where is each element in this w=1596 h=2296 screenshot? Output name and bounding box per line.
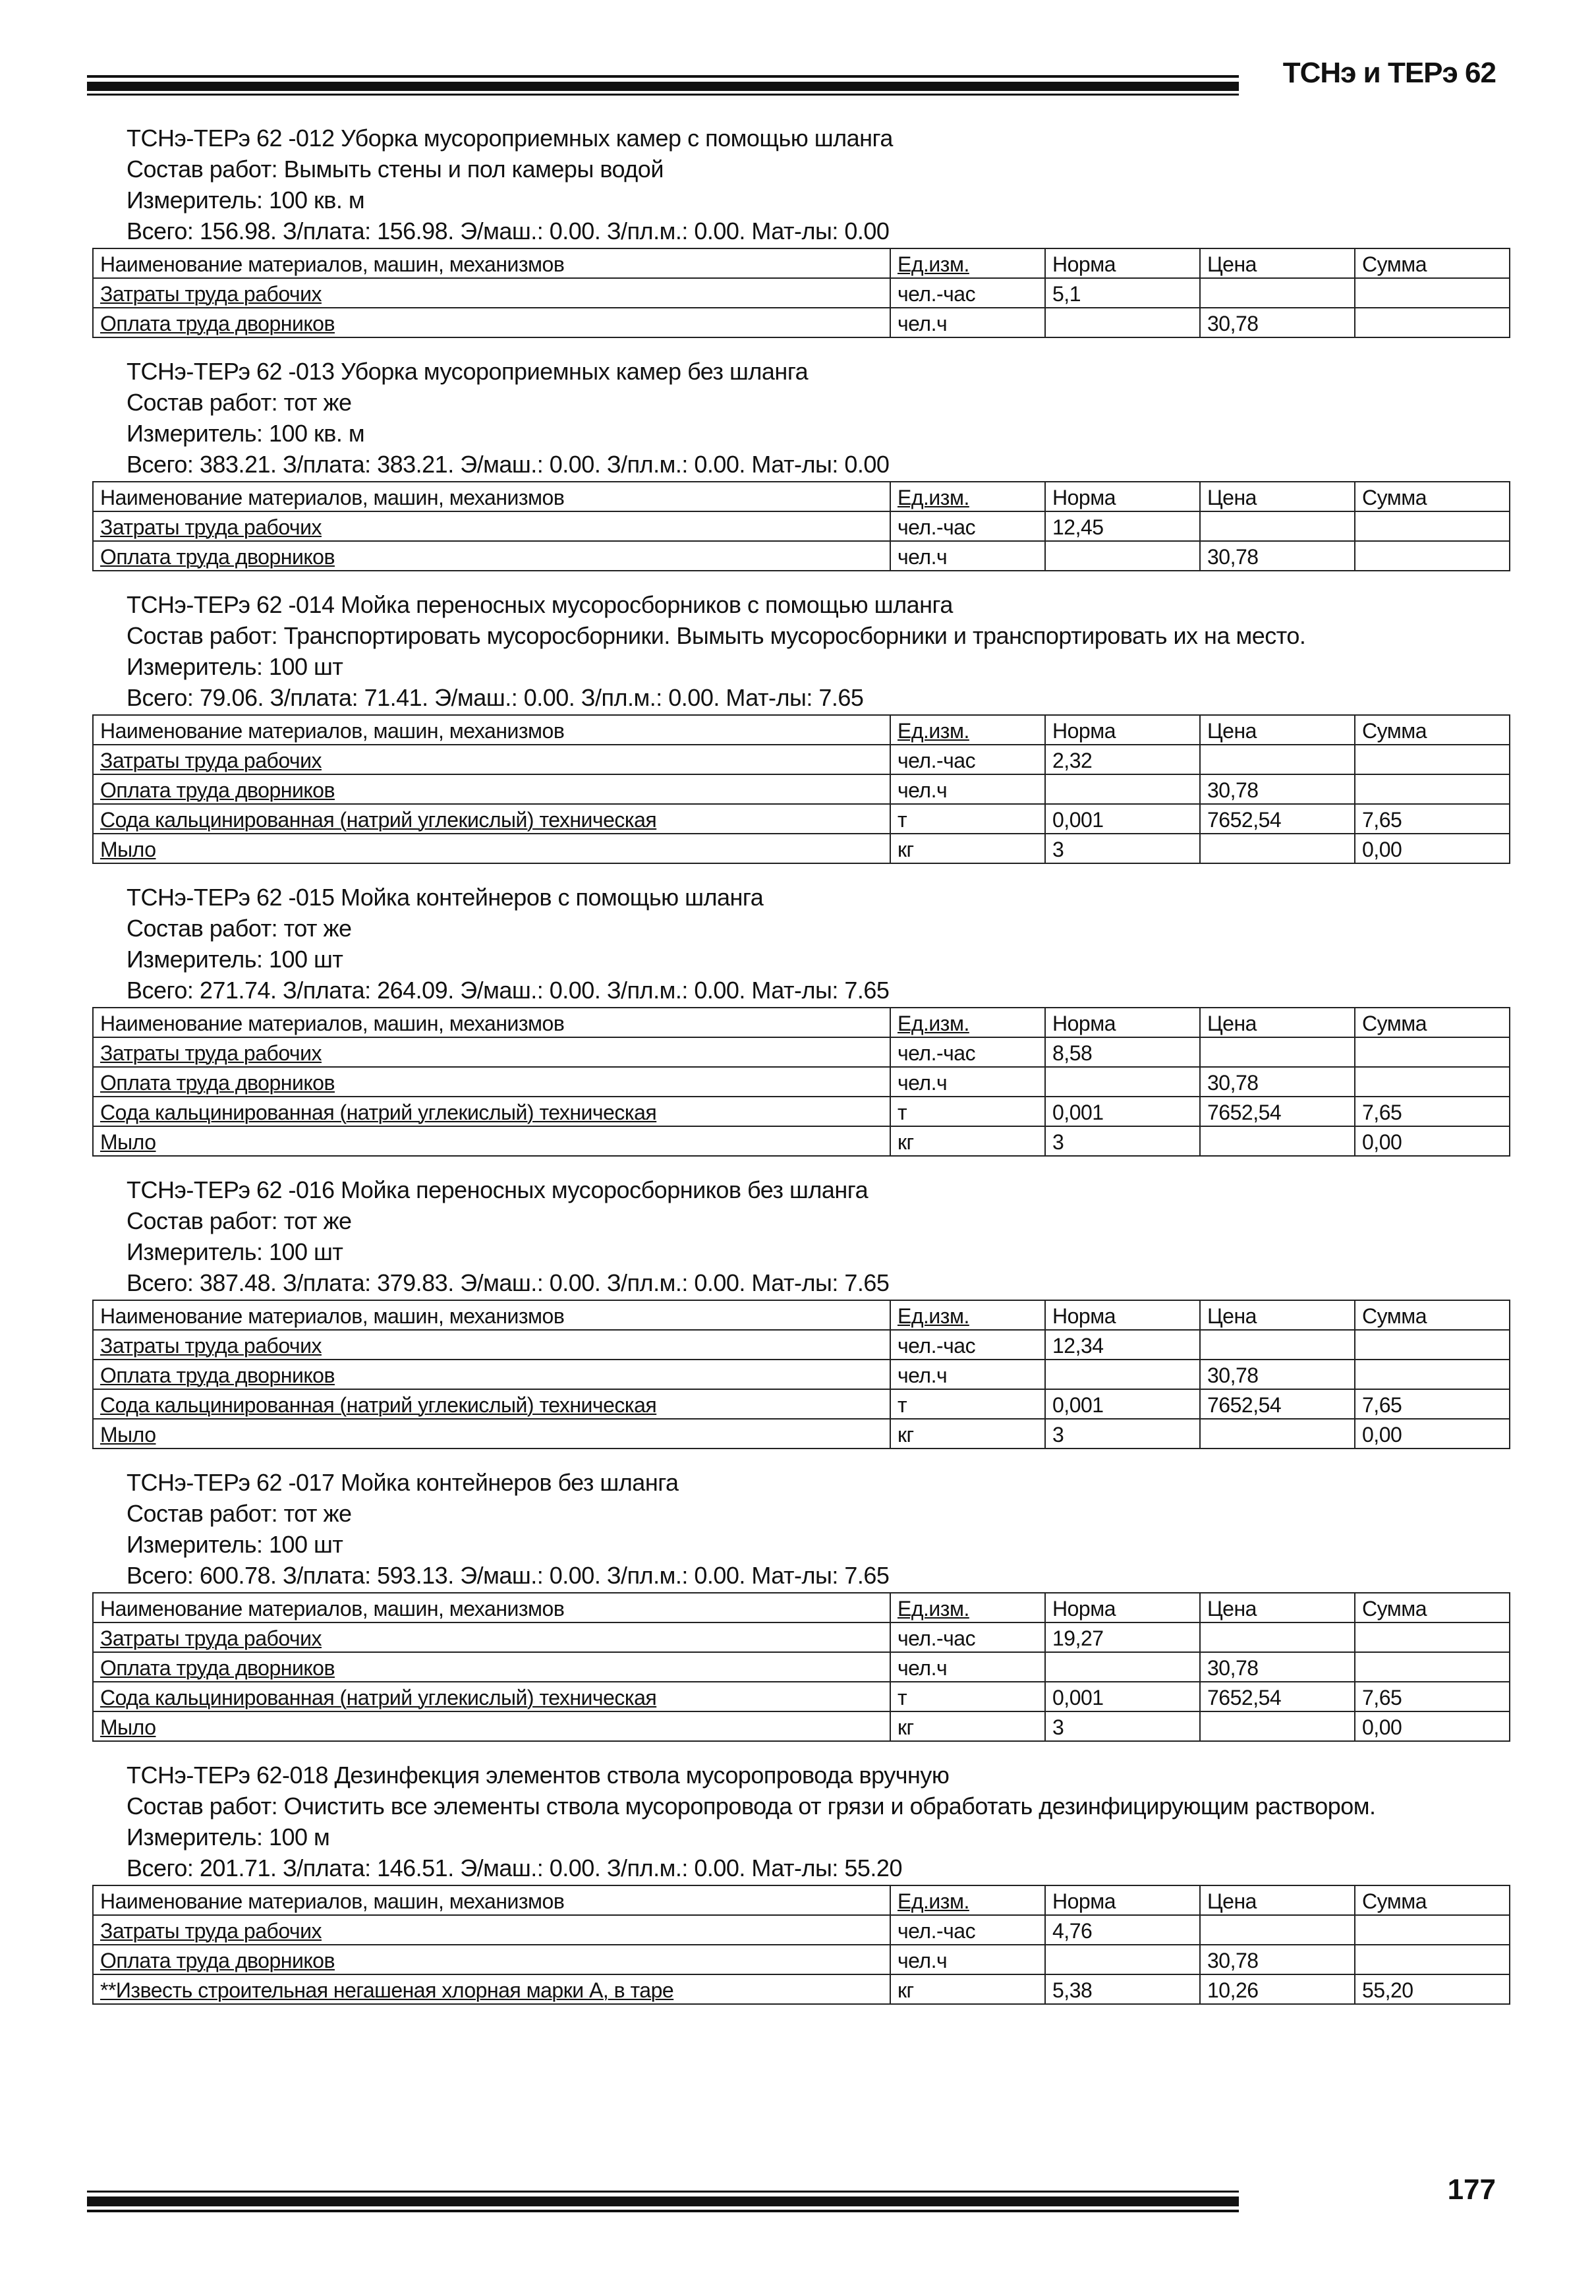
table-cell: 0,001 [1045,1389,1200,1419]
table-cell [1200,745,1355,774]
table-cell: Сода кальцинированная (натрий углекислый) техническая [93,804,890,834]
entry-title: ТСНэ-ТЕРэ 62 -017 Мойка контейнеров без шланга [127,1469,679,1496]
estimate-entry [92,882,1509,1157]
resource-table [92,1300,1510,1449]
table-row [93,278,1510,308]
table-cell: т [890,1682,1045,1711]
table-cell [1045,1067,1200,1097]
table-cell: 30,78 [1200,1067,1355,1097]
column-header: Наименование материалов, машин, механизмов [93,1008,890,1037]
table-cell: 7652,54 [1200,1389,1355,1419]
resource-table [92,1007,1510,1157]
table-cell [1200,1622,1355,1652]
entry-title: ТСНэ-ТЕРэ 62 -014 Мойка переносных мусоросборников с помощью шланга [127,591,953,618]
table-cell: Оплата труда дворников [93,308,890,337]
column-header: Цена [1200,1885,1355,1915]
table-cell: 5,1 [1045,278,1200,308]
table-row [93,1037,1510,1067]
table-cell [1355,1915,1510,1945]
table-cell: 7,65 [1355,1389,1510,1419]
table-cell: чел.-час [890,1037,1045,1067]
running-header-title: ТСНэ и ТЕРэ 62 [1282,57,1496,89]
entry-totals: Всего: 271.74. З/плата: 264.09. Э/маш.: 0.00. З/пл.м.: 0.00. Мат-лы: 7.65 [127,977,890,1004]
column-header: Наименование материалов, машин, механизмов [93,1885,890,1915]
table-row [93,1974,1510,2004]
entry-unit: Измеритель: 100 шт [127,1531,343,1558]
column-header: Наименование материалов, машин, механизмов [93,248,890,278]
table-cell: 7,65 [1355,1682,1510,1711]
column-header: Сумма [1355,482,1510,511]
table-cell: Мыло [93,834,890,863]
table-cell: чел.ч [890,1067,1045,1097]
table-cell [1355,774,1510,804]
column-header: Цена [1200,248,1355,278]
table-cell [1355,1652,1510,1682]
column-header: Сумма [1355,248,1510,278]
table-cell [1355,1067,1510,1097]
entry-totals: Всего: 79.06. З/плата: 71.41. Э/маш.: 0.00. З/пл.м.: 0.00. Мат-лы: 7.65 [127,684,864,711]
column-header: Наименование материалов, машин, механизмов [93,715,890,745]
table-cell: Оплата труда дворников [93,1360,890,1389]
column-header: Наименование материалов, машин, механизмов [93,1300,890,1330]
table-header-row [93,248,1510,278]
table-row [93,1360,1510,1389]
entry-composition: Состав работ: тот же [127,915,352,942]
entry-totals: Всего: 383.21. З/плата: 383.21. Э/маш.: 0.00. З/пл.м.: 0.00. Мат-лы: 0.00 [127,451,890,478]
table-cell: Мыло [93,1419,890,1449]
column-header: Норма [1045,248,1200,278]
table-header-row [93,482,1510,511]
table-cell: чел.-час [890,745,1045,774]
estimate-entry [92,123,1509,338]
table-cell: чел.-час [890,1330,1045,1360]
column-header: Норма [1045,1300,1200,1330]
entry-totals: Всего: 387.48. З/плата: 379.83. Э/маш.: 0.00. З/пл.м.: 0.00. Мат-лы: 7.65 [127,1269,890,1296]
entry-totals: Всего: 600.78. З/плата: 593.13. Э/маш.: 0.00. З/пл.м.: 0.00. Мат-лы: 7.65 [127,1562,890,1589]
table-cell [1355,511,1510,541]
table-cell [1355,541,1510,571]
table-cell [1200,1711,1355,1741]
table-cell: 0,00 [1355,1419,1510,1449]
table-cell: чел.ч [890,308,1045,337]
entry-title: ТСНэ-ТЕРэ 62 -013 Уборка мусороприемных камер без шланга [127,358,809,385]
column-header: Сумма [1355,715,1510,745]
table-cell: 7652,54 [1200,1097,1355,1126]
table-row [93,1067,1510,1097]
column-header: Цена [1200,482,1355,511]
table-cell [1355,1360,1510,1389]
estimate-entry [92,356,1509,571]
table-cell: кг [890,1711,1045,1741]
table-row [93,308,1510,337]
table-cell [1045,308,1200,337]
table-cell [1355,1945,1510,1974]
table-cell [1200,511,1355,541]
entry-title: ТСНэ-ТЕРэ 62 -015 Мойка контейнеров с помощью шланга [127,884,764,911]
column-header: Ед.изм. [890,248,1045,278]
table-cell: 5,38 [1045,1974,1200,2004]
table-row [93,511,1510,541]
table-row [93,1126,1510,1156]
table-cell: чел.-час [890,1915,1045,1945]
table-cell [1355,1622,1510,1652]
entry-unit: Измеритель: 100 кв. м [127,187,365,214]
table-cell: Сода кальцинированная (натрий углекислый) техническая [93,1682,890,1711]
table-cell: Затраты труда рабочих [93,1622,890,1652]
table-row [93,541,1510,571]
entry-composition: Состав работ: Вымыть стены и пол камеры водой [127,156,664,183]
table-cell: 10,26 [1200,1974,1355,2004]
table-cell: 0,001 [1045,1097,1200,1126]
entry-composition: Состав работ: Транспортировать мусоросборники. Вымыть мусоросборники и транспортировать их на место. [127,622,1306,649]
table-cell: 30,78 [1200,1360,1355,1389]
table-cell: 3 [1045,1419,1200,1449]
table-row [93,1652,1510,1682]
table-cell: 0,001 [1045,804,1200,834]
table-cell: кг [890,1419,1045,1449]
table-cell [1355,1330,1510,1360]
table-cell [1355,308,1510,337]
table-cell: 4,76 [1045,1915,1200,1945]
entry-totals: Всего: 156.98. З/плата: 156.98. Э/маш.: 0.00. З/пл.м.: 0.00. Мат-лы: 0.00 [127,217,890,244]
table-cell: 3 [1045,1711,1200,1741]
table-row [93,1945,1510,1974]
table-cell: 0,00 [1355,834,1510,863]
column-header: Норма [1045,715,1200,745]
table-cell [1200,1419,1355,1449]
table-cell: чел.-час [890,511,1045,541]
column-header: Норма [1045,1593,1200,1622]
column-header: Ед.изм. [890,1885,1045,1915]
table-cell [1355,1037,1510,1067]
table-cell: т [890,1389,1045,1419]
table-cell: 7652,54 [1200,1682,1355,1711]
table-row [93,1711,1510,1741]
table-row [93,1097,1510,1126]
column-header: Цена [1200,1008,1355,1037]
table-row [93,1419,1510,1449]
table-cell [1200,1330,1355,1360]
entry-composition: Состав работ: Очистить все элементы ствола мусоропровода от грязи и обработать дезинфицирующим раствором. [127,1793,1376,1820]
table-cell: Затраты труда рабочих [93,278,890,308]
column-header: Наименование материалов, машин, механизмов [93,482,890,511]
table-cell: Оплата труда дворников [93,774,890,804]
table-cell: Затраты труда рабочих [93,1037,890,1067]
column-header: Цена [1200,715,1355,745]
entry-totals: Всего: 201.71. З/плата: 146.51. Э/маш.: 0.00. З/пл.м.: 0.00. Мат-лы: 55.20 [127,1854,902,1881]
table-cell: кг [890,1974,1045,2004]
table-row [93,804,1510,834]
table-cell: **Известь строительная негашеная хлорная марки А, в таре [93,1974,890,2004]
entry-unit: Измеритель: 100 м [127,1823,330,1851]
page-number: 177 [1447,2173,1496,2206]
entry-unit: Измеритель: 100 кв. м [127,420,365,447]
table-cell: 7,65 [1355,1097,1510,1126]
table-cell: Оплата труда дворников [93,1945,890,1974]
table-cell: 3 [1045,834,1200,863]
entry-unit: Измеритель: 100 шт [127,946,343,973]
table-cell: чел.ч [890,541,1045,571]
estimate-entry [92,589,1509,864]
estimate-entry [92,1467,1509,1742]
resource-table [92,714,1510,864]
table-cell: 12,34 [1045,1330,1200,1360]
table-cell: 12,45 [1045,511,1200,541]
table-cell: Сода кальцинированная (натрий углекислый) техническая [93,1097,890,1126]
table-cell [1045,541,1200,571]
column-header: Цена [1200,1300,1355,1330]
estimate-entry [92,1174,1509,1449]
entry-title: ТСНэ-ТЕРэ 62 -016 Мойка переносных мусоросборников без шланга [127,1176,869,1203]
entry-unit: Измеритель: 100 шт [127,653,343,680]
table-cell: 30,78 [1200,1652,1355,1682]
column-header: Ед.изм. [890,1593,1045,1622]
column-header: Норма [1045,1008,1200,1037]
table-cell: 8,58 [1045,1037,1200,1067]
table-cell: чел.-час [890,1622,1045,1652]
table-cell [1045,774,1200,804]
column-header: Ед.изм. [890,1008,1045,1037]
table-cell: 55,20 [1355,1974,1510,2004]
table-cell: 7,65 [1355,804,1510,834]
table-cell: 30,78 [1200,308,1355,337]
table-cell [1355,278,1510,308]
entry-composition: Состав работ: тот же [127,389,352,416]
resource-table [92,1592,1510,1742]
table-cell: чел.-час [890,278,1045,308]
column-header: Сумма [1355,1300,1510,1330]
column-header: Сумма [1355,1885,1510,1915]
table-cell: Мыло [93,1711,890,1741]
table-row [93,774,1510,804]
table-row [93,1622,1510,1652]
resource-table [92,1885,1510,2005]
header-rule [87,75,1239,96]
table-cell: Затраты труда рабочих [93,1915,890,1945]
table-cell: чел.ч [890,774,1045,804]
entry-title: ТСНэ-ТЕРэ 62 -012 Уборка мусороприемных камер с помощью шланга [127,125,893,152]
table-row [93,1389,1510,1419]
table-cell: 0,00 [1355,1711,1510,1741]
entry-unit: Измеритель: 100 шт [127,1238,343,1265]
table-cell: кг [890,834,1045,863]
table-cell [1045,1652,1200,1682]
table-cell: Затраты труда рабочих [93,745,890,774]
table-row [93,1915,1510,1945]
column-header: Ед.изм. [890,1300,1045,1330]
entry-composition: Состав работ: тот же [127,1500,352,1527]
page-content [92,123,1509,2023]
table-cell: Сода кальцинированная (натрий углекислый) техническая [93,1389,890,1419]
table-cell: Мыло [93,1126,890,1156]
table-cell: чел.ч [890,1652,1045,1682]
table-header-row [93,1593,1510,1622]
column-header: Ед.изм. [890,482,1045,511]
table-cell: 0,001 [1045,1682,1200,1711]
column-header: Сумма [1355,1008,1510,1037]
estimate-entry [92,1760,1509,2005]
table-row [93,1682,1510,1711]
table-cell: 0,00 [1355,1126,1510,1156]
table-header-row [93,1008,1510,1037]
table-cell: чел.ч [890,1945,1045,1974]
table-row [93,834,1510,863]
table-cell: Оплата труда дворников [93,1652,890,1682]
table-cell: чел.ч [890,1360,1045,1389]
table-cell: Оплата труда дворников [93,541,890,571]
table-cell: т [890,804,1045,834]
table-cell [1200,1126,1355,1156]
column-header: Цена [1200,1593,1355,1622]
table-cell: 19,27 [1045,1622,1200,1652]
table-cell [1045,1360,1200,1389]
resource-table [92,248,1510,338]
table-cell: Затраты труда рабочих [93,511,890,541]
table-row [93,745,1510,774]
table-header-row [93,715,1510,745]
table-cell: т [890,1097,1045,1126]
table-header-row [93,1885,1510,1915]
column-header: Наименование материалов, машин, механизмов [93,1593,890,1622]
table-cell [1355,745,1510,774]
table-cell: 30,78 [1200,774,1355,804]
table-cell: 30,78 [1200,1945,1355,1974]
entry-composition: Состав работ: тот же [127,1207,352,1234]
table-row [93,1330,1510,1360]
table-cell: 7652,54 [1200,804,1355,834]
table-cell [1200,1915,1355,1945]
table-cell: кг [890,1126,1045,1156]
table-cell [1200,1037,1355,1067]
table-cell [1200,278,1355,308]
table-header-row [93,1300,1510,1330]
column-header: Сумма [1355,1593,1510,1622]
table-cell: 30,78 [1200,541,1355,571]
column-header: Норма [1045,482,1200,511]
table-cell: 2,32 [1045,745,1200,774]
resource-table [92,481,1510,571]
column-header: Норма [1045,1885,1200,1915]
footer-rule [87,2191,1239,2213]
column-header: Ед.изм. [890,715,1045,745]
table-cell [1045,1945,1200,1974]
table-cell: Затраты труда рабочих [93,1330,890,1360]
table-cell: Оплата труда дворников [93,1067,890,1097]
table-cell [1200,834,1355,863]
entry-title: ТСНэ-ТЕРэ 62-018 Дезинфекция элементов ствола мусоропровода вручную [127,1762,950,1789]
table-cell: 3 [1045,1126,1200,1156]
